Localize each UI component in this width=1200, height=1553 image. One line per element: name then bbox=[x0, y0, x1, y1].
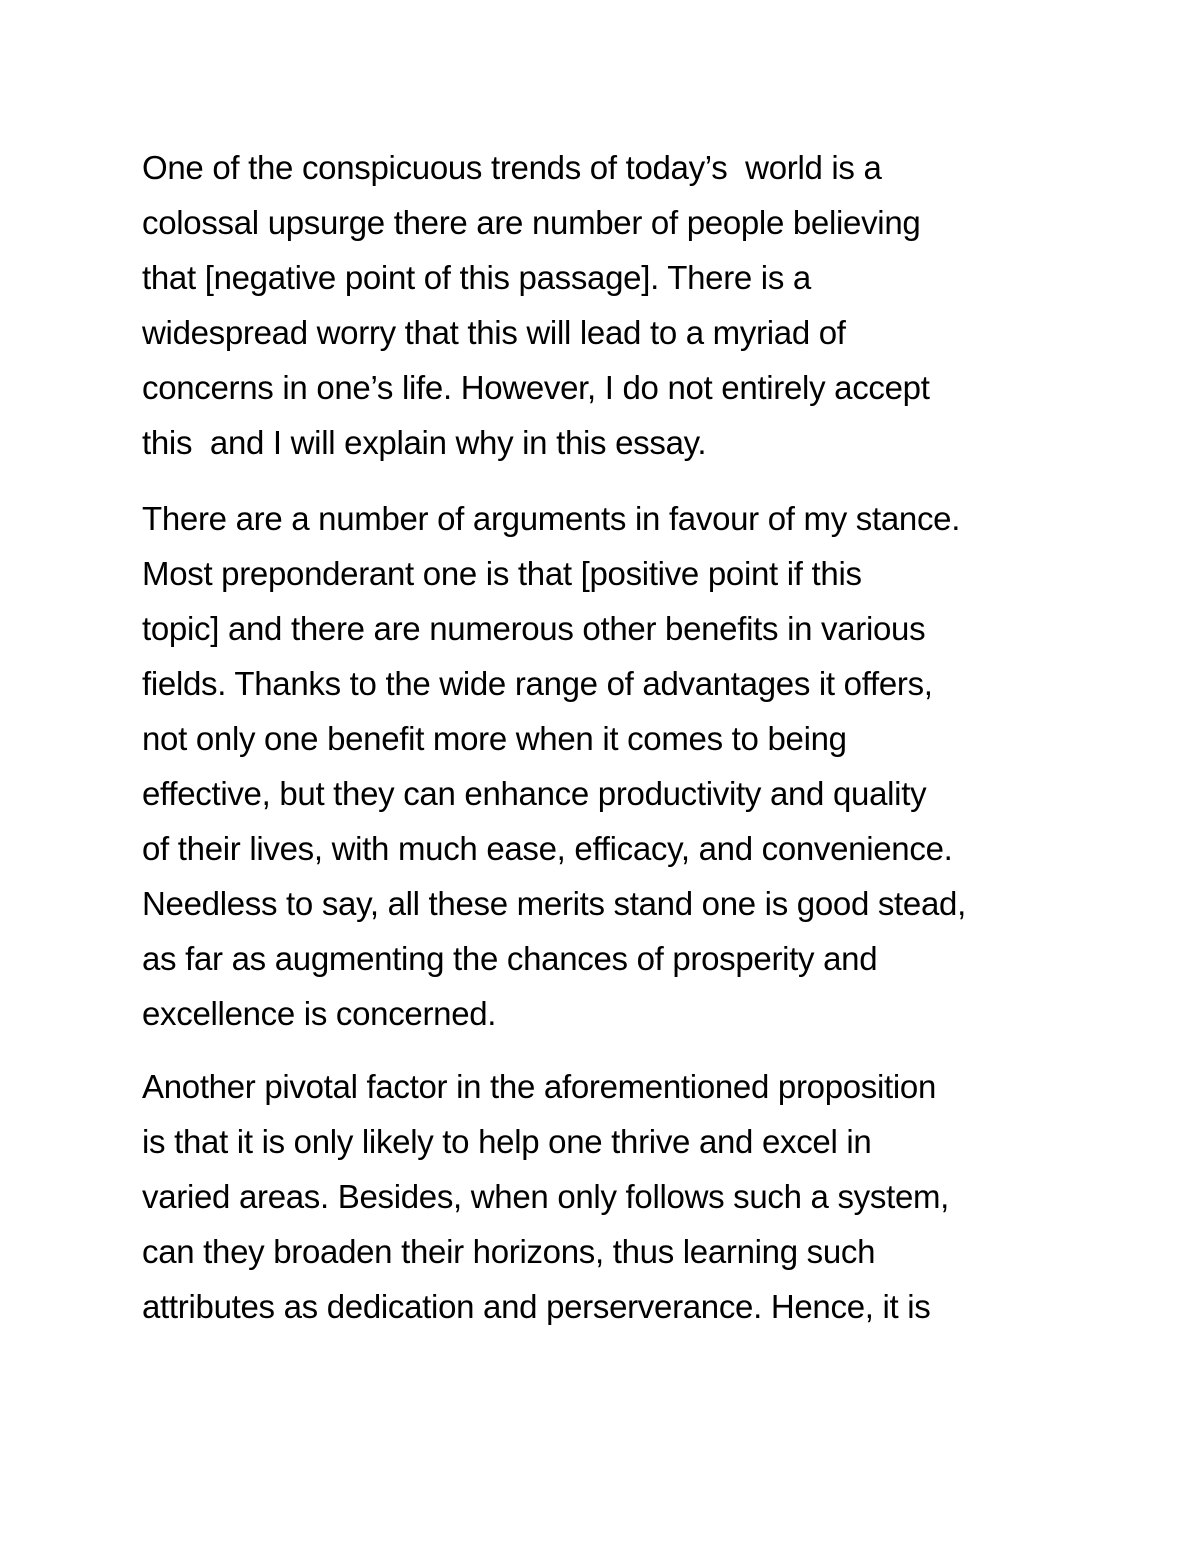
paragraph-line: Needless to say, all these merits stand one is good stead, bbox=[142, 885, 966, 922]
paragraph-line: One of the conspicuous trends of today’s world is a bbox=[142, 149, 882, 186]
paragraph-line: Most preponderant one is that [positive point if this bbox=[142, 555, 862, 592]
paragraph-line: fields. Thanks to the wide range of advantages it offers, bbox=[142, 665, 933, 702]
paragraph-line: as far as augmenting the chances of prosperity and bbox=[142, 940, 878, 977]
paragraph-line: not only one benefit more when it comes to being bbox=[142, 720, 847, 757]
paragraph-line: of their lives, with much ease, efficacy, and convenience. bbox=[142, 830, 953, 867]
paragraph-arguments bbox=[142, 491, 1082, 1041]
paragraph-line: topic] and there are numerous other benefits in various bbox=[142, 610, 926, 647]
paragraph-line: attributes as dedication and perserverance. Hence, it is bbox=[142, 1288, 931, 1325]
paragraph-line: that [negative point of this passage]. There is a bbox=[142, 259, 811, 296]
paragraph-line: colossal upsurge there are number of people believing bbox=[142, 204, 921, 241]
paragraph-line: effective, but they can enhance productivity and quality bbox=[142, 775, 927, 812]
paragraph-line: widespread worry that this will lead to a myriad of bbox=[142, 314, 846, 351]
paragraph-line: There are a number of arguments in favour of my stance. bbox=[142, 500, 961, 537]
paragraph-line: can they broaden their horizons, thus learning such bbox=[142, 1233, 876, 1270]
paragraph-line: concerns in one’s life. However, I do not entirely accept bbox=[142, 369, 930, 406]
paragraph-line: excellence is concerned. bbox=[142, 995, 497, 1032]
paragraph-line: Another pivotal factor in the aforementioned proposition bbox=[142, 1068, 937, 1105]
paragraph-line: varied areas. Besides, when only follows such a system, bbox=[142, 1178, 950, 1215]
paragraph-another-factor bbox=[142, 1059, 1082, 1334]
paragraph-line: this and I will explain why in this essay. bbox=[142, 424, 707, 461]
paragraph-introduction bbox=[142, 140, 1082, 470]
paragraph-line: is that it is only likely to help one thrive and excel in bbox=[142, 1123, 872, 1160]
